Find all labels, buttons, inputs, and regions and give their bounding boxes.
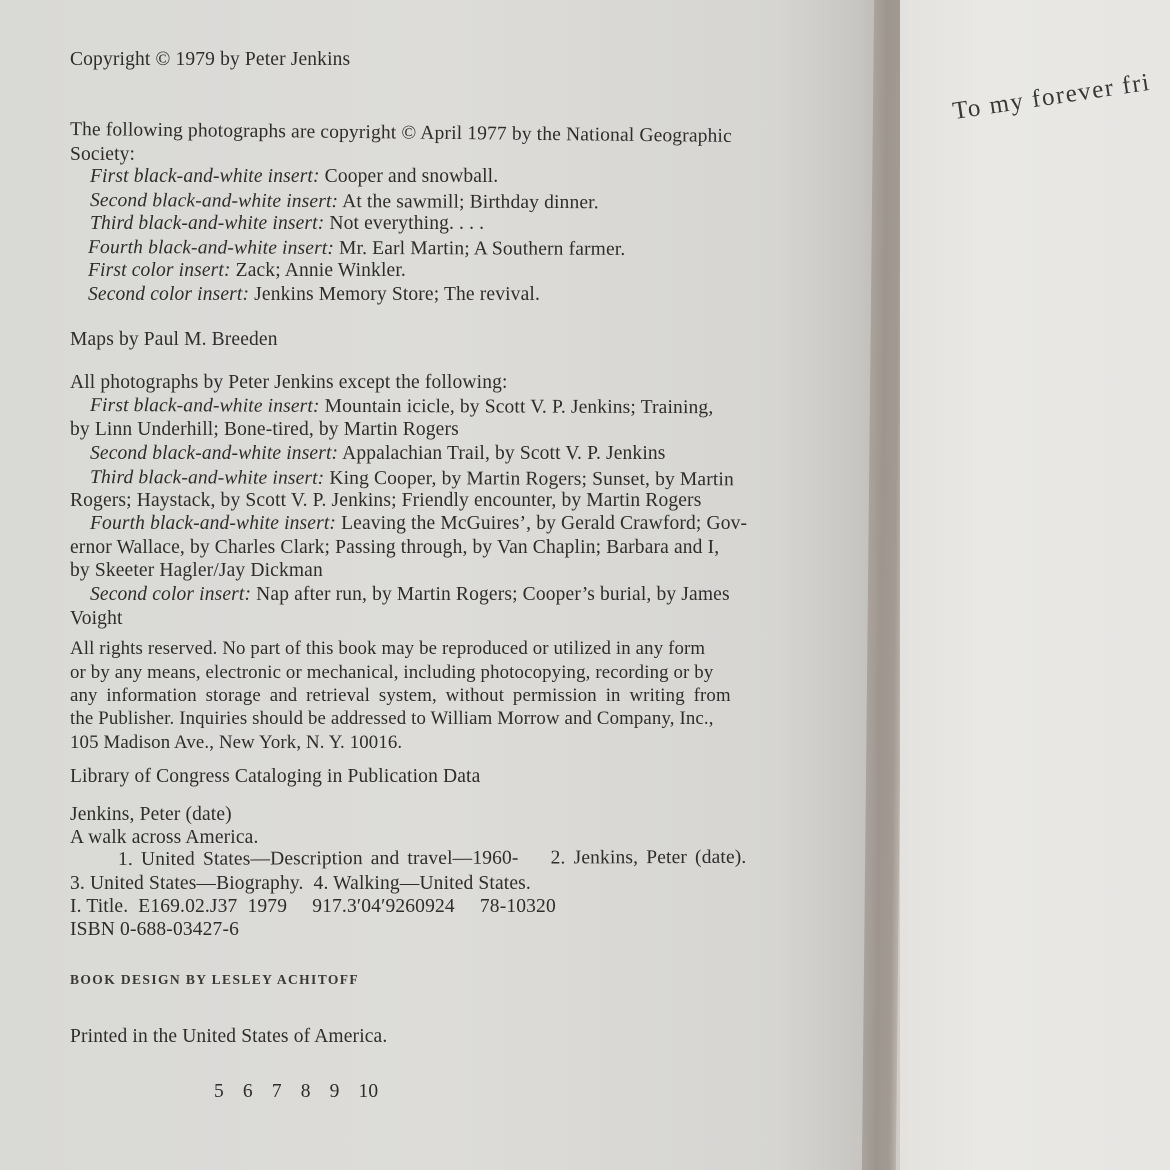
copyright-line: Copyright © 1979 by Peter Jenkins: [70, 49, 351, 70]
isbn-line: ISBN 0-688-03427-6: [70, 919, 239, 940]
cip-line: I. Title. E169.02.J37 1979 917.3′04′9260924 78-10320: [70, 896, 556, 917]
photos-intro: All photographs by Peter Jenkins except the following:: [70, 372, 508, 393]
photo-credit-cont: ernor Wallace, by Charles Clark; Passing through, by Van Chaplin; Barbara and I,: [70, 537, 720, 558]
photo-credit: Second color insert: Nap after run, by Martin Rogers; Cooper’s burial, by James: [90, 584, 730, 605]
dedication-page: [900, 0, 1170, 1170]
ng-credit: First color insert: Zack; Annie Winkler.: [88, 260, 406, 281]
insert-label: Third black-and-white insert:: [89, 467, 325, 489]
cip-line: 3. United States—Biography. 4. Walking—United States.: [70, 873, 531, 894]
maps-credit: Maps by Paul M. Breeden: [70, 329, 278, 350]
cip-line: Jenkins, Peter (date): [70, 804, 232, 825]
insert-label: Fourth black-and-white insert:: [87, 237, 335, 259]
insert-label: Second black-and-white insert:: [90, 443, 339, 464]
ng-credit: First black-and-white insert: Cooper and snowball.: [90, 166, 499, 187]
cip-line: A walk across America.: [70, 827, 259, 848]
cip-heading: Library of Congress Cataloging in Publication Data: [70, 766, 481, 787]
insert-label: First black-and-white insert:: [89, 395, 320, 417]
insert-label: Fourth black-and-white insert:: [90, 513, 337, 534]
ng-credit: Third black-and-white insert: Not everything. . . .: [90, 213, 485, 234]
photo-credit-cont: Voight: [70, 608, 123, 629]
photo-credit: Third black-and-white insert: King Cooper, by Martin Rogers; Sunset, by Martin: [89, 467, 734, 491]
ng-credit: Fourth black-and-white insert: Mr. Earl Martin; A Southern farmer.: [87, 237, 626, 260]
photo-credit: First black-and-white insert: Mountain icicle, by Scott V. P. Jenkins; Training,: [89, 395, 714, 419]
insert-label: Second color insert:: [90, 584, 252, 605]
dedication-text: To my forever fri: [950, 68, 1153, 126]
rights-line: All rights reserved. No part of this book may be reproduced or utilized in any form: [70, 638, 706, 659]
ng-credit: Second black-and-white insert: At the sawmill; Birthday dinner.: [89, 190, 599, 214]
photo-credit: Second black-and-white insert: Appalachian Trail, by Scott V. P. Jenkins: [90, 443, 666, 464]
printer-key: 5 6 7 8 9 10: [214, 1081, 379, 1102]
ng-intro-line-1: The following photographs are copyright © April 1977 by the National Geographic: [69, 119, 732, 147]
insert-label: First black-and-white insert:: [90, 166, 320, 187]
ng-credit: Second color insert: Jenkins Memory Store; The revival.: [88, 284, 540, 305]
rights-line: 105 Madison Ave., New York, N. Y. 10016.: [70, 732, 403, 753]
insert-label: Third black-and-white insert:: [90, 213, 325, 234]
photo-credit-cont: by Linn Underhill; Bone-tired, by Martin Rogers: [70, 419, 459, 440]
rights-line: the Publisher. Inquiries should be addressed to William Morrow and Company, Inc.,: [70, 708, 714, 729]
ng-intro-line-2: Society:: [70, 144, 136, 165]
book-design-credit: BOOK DESIGN BY LESLEY ACHITOFF: [70, 972, 360, 987]
photo-credit-cont: by Skeeter Hagler/Jay Dickman: [70, 560, 323, 581]
photo-credit: Fourth black-and-white insert: Leaving the McGuires’, by Gerald Crawford; Gov-: [90, 513, 748, 534]
rights-line: or by any means, electronic or mechanical, including photocopying, recording or by: [70, 662, 714, 683]
rights-line: any information storage and retrieval system, without permission in writing from: [70, 685, 731, 706]
insert-label: Second black-and-white insert:: [89, 190, 339, 213]
cip-line: 1. United States—Description and travel—1960- 2. Jenkins, Peter (date).: [117, 846, 747, 870]
printed-in-line: Printed in the United States of America.: [70, 1026, 388, 1047]
photo-credit-cont: Rogers; Haystack, by Scott V. P. Jenkins; Friendly encounter, by Martin Rogers: [70, 490, 702, 511]
insert-label: First color insert:: [88, 260, 231, 281]
insert-label: Second color insert:: [88, 284, 250, 305]
